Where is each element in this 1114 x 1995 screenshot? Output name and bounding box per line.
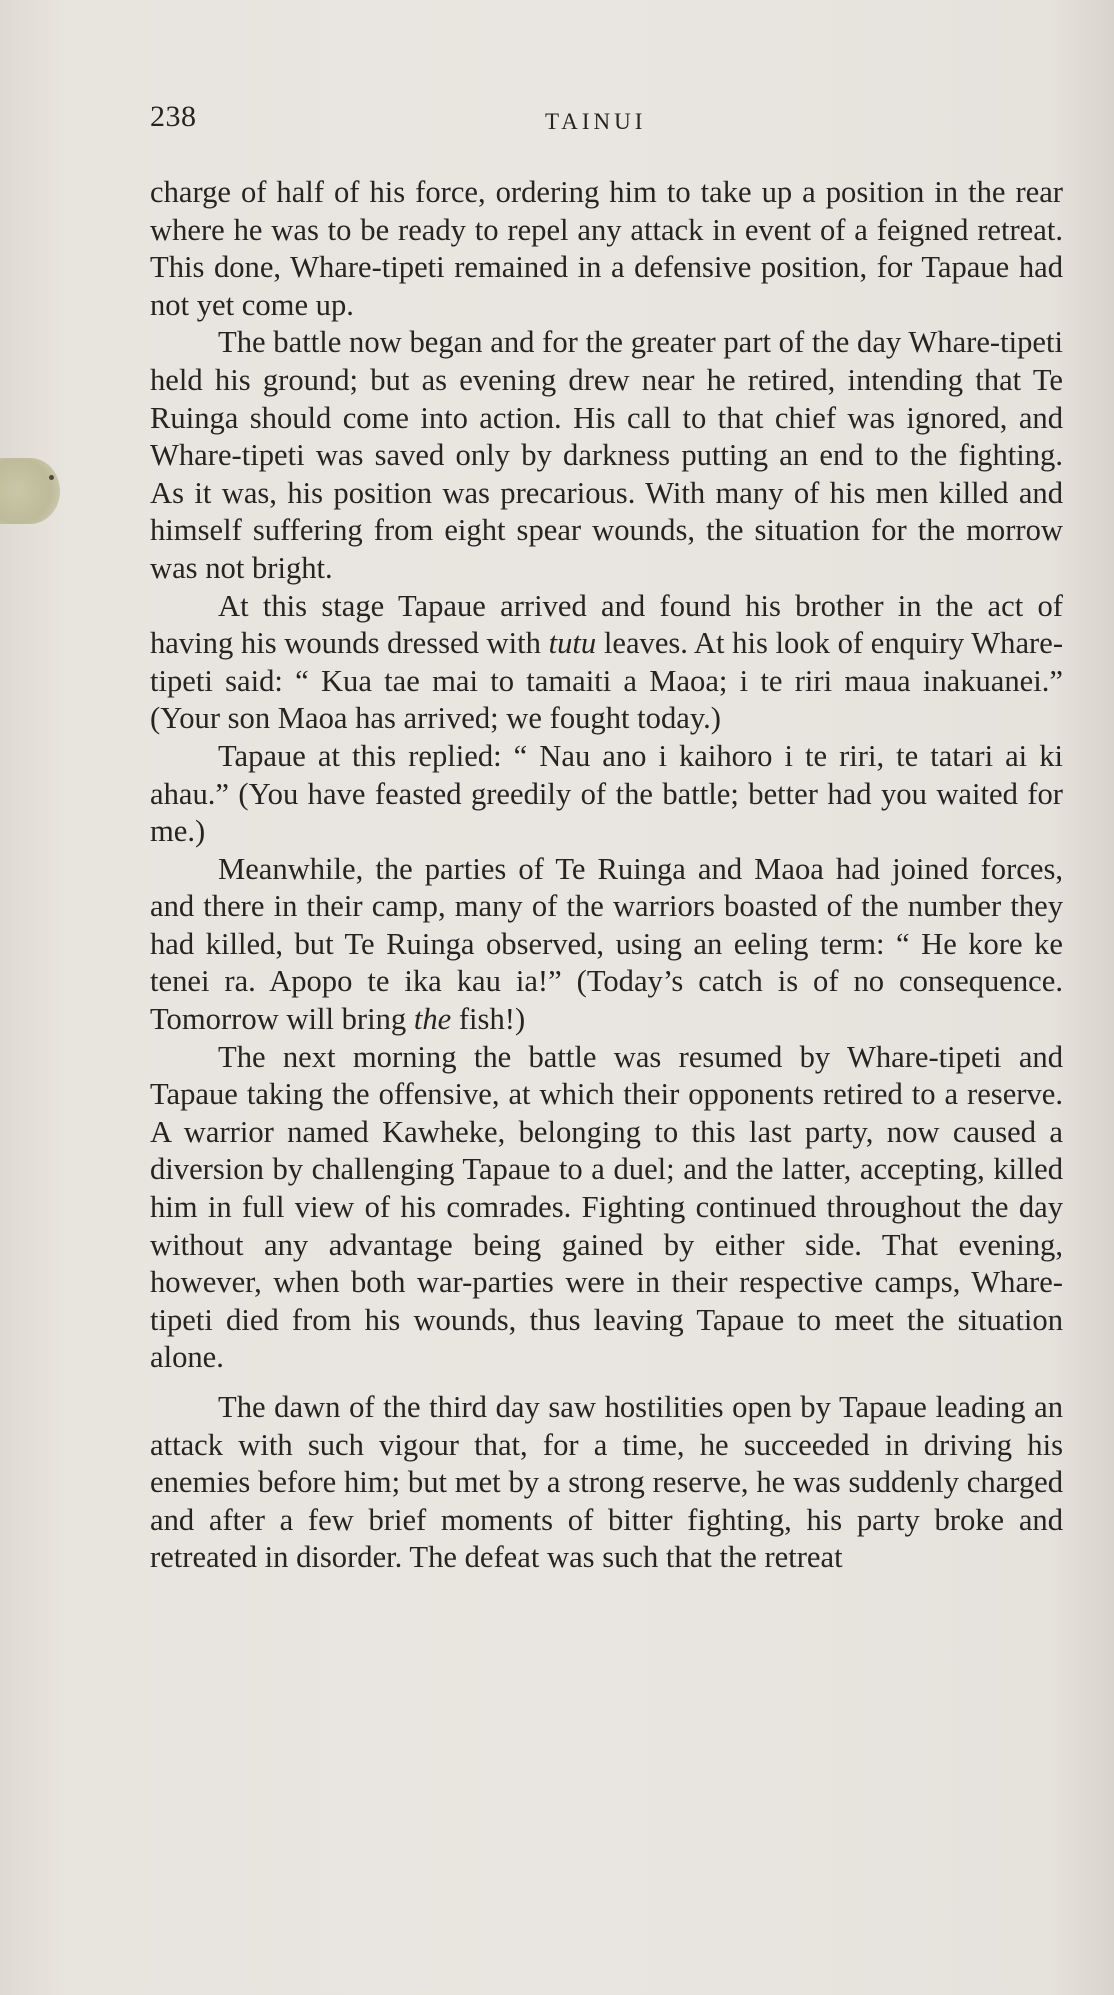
paragraph-2: The battle now began and for the greater part of the day Whare-tipeti held his ground; but as evening drew near he retired, intending that Te Ruinga should come into action. His call to that chief was ignored, and Whare-tipeti was saved only by darkness putting an end to the fighting. As it was, his position was precarious. With many of his men killed and himself suffering from eight spear wounds, the situation for the morrow was not bright.	[150, 325, 1063, 585]
page-number: 238	[150, 100, 197, 133]
paragraph-4: Tapaue at this replied: “ Nau ano i kaihoro i te riri, te tatari ai ki ahau.” (You have feasted greedily of the battle; better had you waited for me.)	[150, 738, 1063, 849]
paragraph-6: The next morning the battle was resumed by Whare-tipeti and Tapaue taking the offensive, at which their opponents retired to a reserve. A warrior named Kawheke, belonging to this last party, now caused a diversion by challenging Tapaue to a duel; and the latter, accepting, killed him in full view of his comrades. Fighting continued throughout the day without any advantage being gained by either side. That evening, however, when both war-parties were in their respective camps, Whare-tipeti died from his wounds, thus leaving Tapaue to meet the situation alone.	[150, 1039, 1063, 1375]
body-text	[150, 174, 1063, 1577]
paper-stain	[0, 458, 60, 524]
italic-word: the	[413, 1002, 452, 1037]
running-title: TAINUI	[545, 109, 647, 134]
page-header	[150, 100, 1060, 144]
italic-word: tutu	[548, 626, 597, 661]
paragraph-5: Meanwhile, the parties of Te Ruinga and Maoa had joined forces, and there in their camp, many of the warriors boasted of the number they had killed, but Te Ruinga observed, using an eeling term: “ He kore ke tenei ra. Apopo te ika kau ia!” (Today’s catch is of no consequence. Tomorrow will bring the fish!)	[150, 851, 1063, 1037]
paper-stain-dot	[49, 475, 54, 480]
paragraph-3: At this stage Tapaue arrived and found his brother in the act of having his wounds dressed with tutu leaves. At his look of enquiry Whare-tipeti said: “ Kua tae mai to tamaiti a Maoa; i te riri maua inakuanei.” (Your son Maoa has arrived; we fought today.)	[150, 588, 1064, 736]
paragraph-1: charge of half of his force, ordering him to take up a position in the rear where he was to be ready to repel any attack in event of a feigned retreat. This done, Whare-tipeti remained in a defensive position, for Tapaue had not yet come up.	[150, 175, 1063, 322]
paragraph-7: The dawn of the third day saw hostilities open by Tapaue leading an attack with such vigour that, for a time, he succeeded in driving his enemies before him; but met by a strong reserve, he was suddenly charged and after a few brief moments of bitter fighting, his party broke and retreated in disorder. The defeat was such that the retreat	[150, 1390, 1063, 1575]
